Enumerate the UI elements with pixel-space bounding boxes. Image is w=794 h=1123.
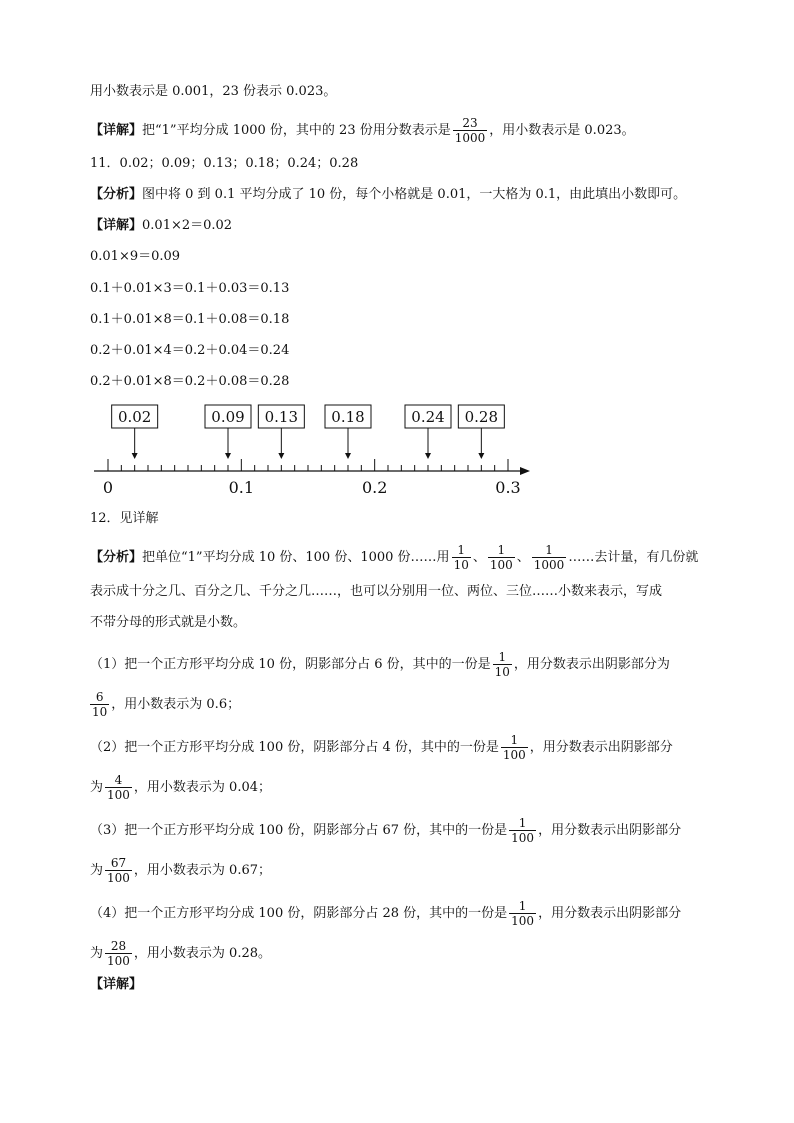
question-11-analysis [90, 185, 686, 205]
value-box-label: 0.18 [331, 408, 365, 426]
part-4-line2 [90, 939, 271, 968]
part-2-text-b: ，用分数表示出阴影部分 [529, 740, 673, 755]
question-11-detail-eq1 [90, 216, 232, 236]
part-3-line1 [90, 816, 681, 845]
question-11-eq3: 0.1＋0.01×3＝0.1＋0.03＝0.13 [90, 281, 290, 296]
question-12-analysis-line1 [90, 543, 698, 572]
value-box-label: 0.09 [211, 408, 245, 426]
part-4-text-wei: 为 [90, 946, 104, 961]
fraction-23-1000: $\frac{23}{1000}$ [454, 116, 486, 145]
part-2-line1 [90, 733, 673, 762]
value-box-label: 0.13 [264, 408, 299, 426]
fraction-67-100: $\frac{67}{100}$ [107, 856, 130, 885]
analysis-text-b: ……去计量，有几份就 [568, 550, 699, 565]
part-4-line1 [90, 899, 681, 928]
part-1-line2 [90, 690, 240, 719]
question-12-analysis-line2: 表示成十分之几、百分之几、千分之几……，也可以分别用一位、两位、三位……小数来表示，写成 [90, 584, 663, 599]
fraction-1-10: $\frac{1}{10}$ [453, 543, 469, 572]
value-box-label: 0.28 [464, 408, 499, 426]
part-1-text-b: ，用分数表示出阴影部分为 [513, 657, 670, 672]
text-line-decimal-result: 用小数表示是 0.001，23 份表示 0.023。 [90, 84, 337, 99]
fraction-4-100: $\frac{4}{100}$ [107, 773, 130, 802]
fraction-1-10: $\frac{1}{10}$ [494, 650, 510, 679]
part-3-text-a: （3）把一个正方形平均分成 100 份，阴影部分占 67 份，其中的一份是 [90, 823, 508, 838]
part-2-text-c: ，用小数表示为 0.04； [133, 780, 271, 795]
pointer-arrow-icon [278, 453, 284, 459]
part-3-text-b: ，用分数表示出阴影部分 [538, 823, 682, 838]
part-4-text-c: ，用小数表示为 0.28。 [133, 946, 271, 961]
part-2-text-a: （2）把一个正方形平均分成 100 份，阴影部分占 4 份，其中的一份是 [90, 740, 499, 755]
detail-text-a: 把“1”平均分成 1000 份，其中的 23 份用分数表示是 [142, 123, 451, 138]
part-4-text-a: （4）把一个正方形平均分成 100 份，阴影部分占 28 份，其中的一份是 [90, 906, 508, 921]
fraction-28-100: $\frac{28}{100}$ [107, 939, 130, 968]
question-11-eq5: 0.2＋0.01×4＝0.2＋0.04＝0.24 [90, 343, 290, 358]
part-2-text-wei: 为 [90, 780, 104, 795]
part-1-text-c: ，用小数表示为 0.6； [111, 697, 241, 712]
pointer-arrow-icon [345, 453, 351, 459]
pointer-arrow-icon [425, 453, 431, 459]
pointer-arrow-icon [478, 453, 484, 459]
analysis-text: 图中将 0 到 0.1 平均分成了 10 份，每个小格就是 0.01，一大格为 0.1，由此填出小数即可。 [142, 187, 687, 202]
question-11-eq2: 0.01×9＝0.09 [90, 249, 181, 264]
axis-tick-label: 0.3 [495, 478, 521, 497]
part-3-line2 [90, 856, 271, 885]
final-detail-tag: 【详解】 [90, 977, 143, 992]
detail-tag: 【详解】 [90, 123, 143, 138]
question-11-eq4: 0.1＋0.01×8＝0.1＋0.08＝0.18 [90, 312, 290, 327]
pointer-arrow-icon [132, 453, 138, 459]
value-box-label: 0.02 [117, 408, 152, 426]
question-11-eq6: 0.2＋0.01×8＝0.2＋0.08＝0.28 [90, 374, 290, 389]
detail-line-23-thousandths [90, 116, 635, 145]
question-12-answer: 12．见详解 [90, 511, 159, 526]
fraction-6-10: $\frac{6}{10}$ [92, 690, 108, 719]
question-11-answer: 11．0.02；0.09；0.13；0.18；0.24；0.28 [90, 156, 359, 171]
detail-text-b: ，用小数表示是 0.023。 [489, 123, 635, 138]
axis-tick-label: 0.1 [228, 478, 255, 497]
separator: 、 [472, 550, 486, 565]
detail-tag: 【详解】 [90, 218, 143, 233]
part-3-text-wei: 为 [90, 863, 104, 878]
part-1-line1 [90, 650, 670, 679]
analysis-text-a: 把单位“1”平均分成 10 份、100 份、1000 份……用 [142, 550, 450, 565]
part-1-text-a: （1）把一个正方形平均分成 10 份，阴影部分占 6 份，其中的一份是 [90, 657, 491, 672]
question-12-analysis-line3: 不带分母的形式就是小数。 [90, 615, 247, 630]
equation: 0.01×2＝0.02 [142, 218, 233, 233]
axis-tick-label: 0.2 [361, 478, 388, 497]
analysis-tag: 【分析】 [90, 550, 143, 565]
fraction-1-100: $\frac{1}{100}$ [511, 816, 535, 845]
number-line-diagram [90, 398, 540, 503]
axis-tick-label: 0 [102, 478, 114, 497]
fraction-1-100: $\frac{1}{100}$ [502, 733, 526, 762]
part-2-line2 [90, 773, 271, 802]
separator: 、 [516, 550, 530, 565]
part-4-text-b: ，用分数表示出阴影部分 [538, 906, 682, 921]
fraction-1-1000: $\frac{1}{1000}$ [533, 543, 565, 572]
pointer-arrow-icon [225, 453, 231, 459]
fraction-1-100: $\frac{1}{100}$ [489, 543, 513, 572]
analysis-tag: 【分析】 [90, 187, 143, 202]
part-3-text-c: ，用小数表示为 0.67； [133, 863, 271, 878]
value-box-label: 0.24 [411, 408, 445, 426]
fraction-1-100: $\frac{1}{100}$ [511, 899, 535, 928]
axis-arrow-icon [520, 467, 530, 475]
